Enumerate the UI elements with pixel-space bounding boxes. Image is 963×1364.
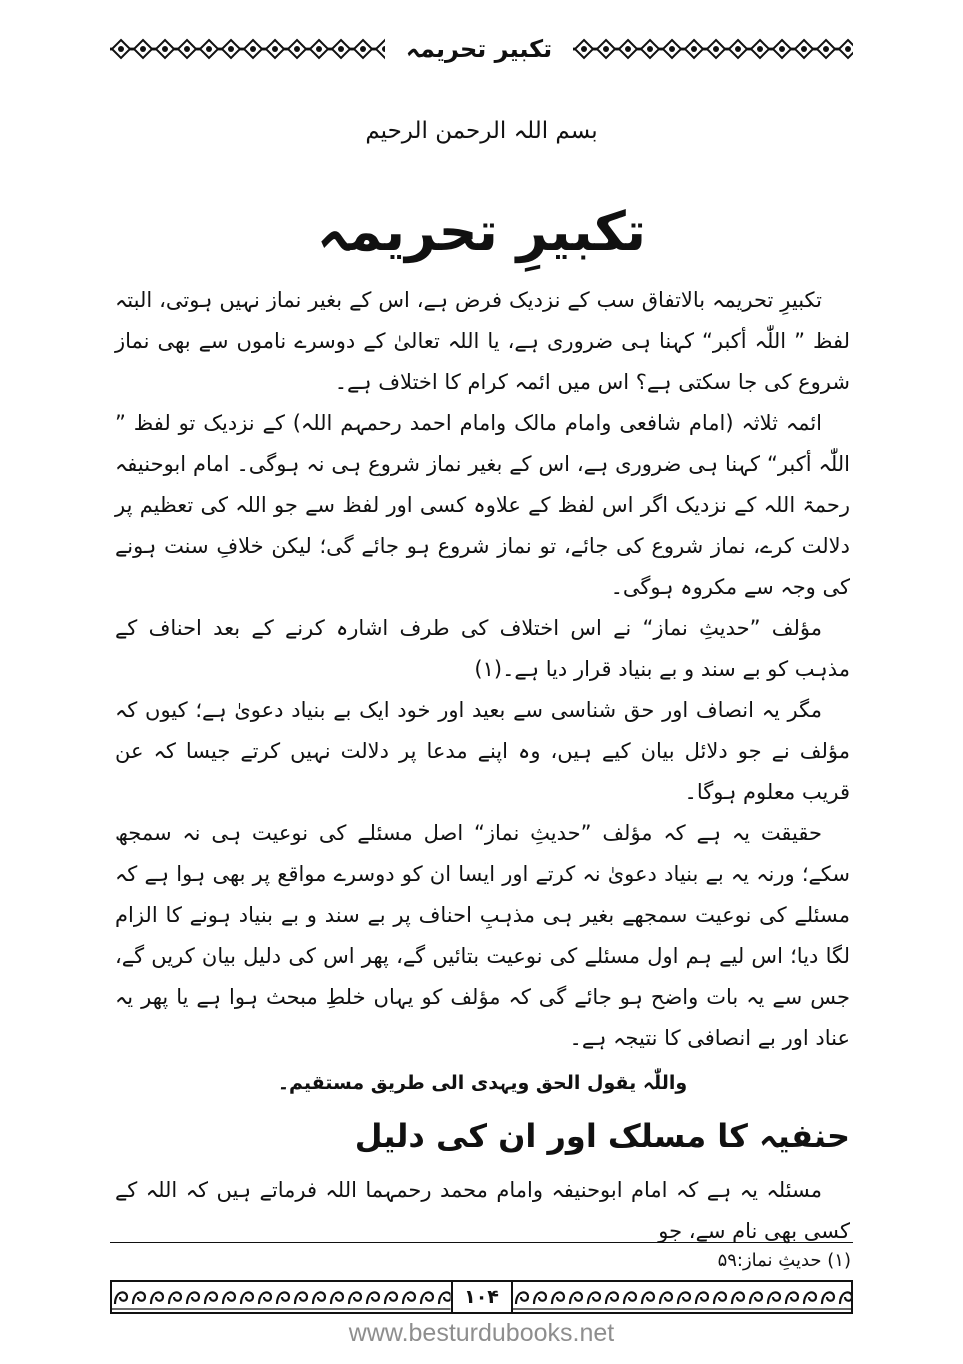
paragraph: تکبیرِ تحریمہ بالاتفاق سب کے نزدیک فرض ہے، اس کے بغیر نماز نہیں ہوتی، البتہ لفظ ” اللّٰہ أکبر“ کہنا ہی ضروری ہے، یا اللہ تعالیٰ کے دوسرے ناموں سے بھی نماز شروع کی جا سکتی ہے؟ اس میں ائمہ کرام کا اختلاف ہے۔ <box>115 288 850 394</box>
bismillah-calligraphy: بسم اللہ الرحمن الرحیم <box>365 118 598 144</box>
body-text <box>115 280 850 1252</box>
paragraph: مگر یہ انصاف اور حق شناسی سے بعید اور خود ایک بے بنیاد دعویٰ ہے؛ کیوں کہ مؤلف نے جو دلائل بیان کیے ہیں، وہ اپنے مدعا پر دلالت نہیں کرتے جیسا کہ عن قریب معلوم ہوگا۔ <box>115 698 850 804</box>
page-title: تکبیرِ تحریمہ <box>316 200 647 263</box>
paragraph: حقیقت یہ ہے کہ مؤلف ”حدیثِ نماز“ اصل مسئلے کی نوعیت ہی نہ سمجھ سکے؛ ورنہ یہ بے بنیاد دعویٰ نہ کرتے اور ایسا ان کو دوسرے مواقع پر بھی ہوا ہے کہ مسئلے کی نوعیت سمجھے بغیر ہی مذہبِ احناف پر بے سند و بے بنیاد ہونے کا الزام لگا دیا؛ اس لیے ہم اول مسئلے کی نوعیت بتائیں گے، پھر اس کی دلیل بیان کریں گے، جس سے یہ بات واضح ہو جائے گی کہ مؤلف کو یہاں خلطِ مبحث ہوا ہے یا پھر یہ عناد اور بے انصافی کا نتیجہ ہے۔ <box>115 821 850 1050</box>
footer-ornament-right <box>513 1282 852 1312</box>
header-title: تکبیر تحریمہ <box>405 35 553 63</box>
header-ornament-right <box>573 38 853 60</box>
page-footer <box>110 1280 853 1314</box>
footnote-divider <box>110 1242 853 1243</box>
page-number: ۱۰۴ <box>451 1282 513 1312</box>
section-heading: حنفیہ کا مسلک اور ان کی دلیل <box>354 1117 850 1155</box>
page-header <box>110 34 853 64</box>
footer-ornament-left <box>112 1282 451 1312</box>
paragraph: مسئلہ یہ ہے کہ امام ابوحنیفہ وامام محمد رحمہما اللہ فرماتے ہیں کہ اللہ کے کسی بھی نام سے، جو <box>115 1178 850 1243</box>
closing-dua: واللّٰہ یقول الحق ویہدی الی طریق مستقیم۔ <box>277 1072 688 1094</box>
paragraph: ائمہ ثلاثہ (امام شافعی وامام مالک وامام احمد رحمہم اللہ) کے نزدیک تو لفظ ” اللّٰہ أکبر“ کہنا ہی ضروری ہے، اس کے بغیر نماز شروع ہی نہ ہوگی۔ امام ابوحنیفہ رحمۃ اللہ کے نزدیک اگر اس لفظ کے علاوہ کسی اور لفظ سے جو اللہ کی تعظیم پر دلالت کرے، نماز شروع کی جائے، تو نماز شروع ہو جائے گی؛ لیکن خلافِ سنت ہونے کی وجہ سے مکروہ ہوگی۔ <box>115 411 850 599</box>
header-ornament-left <box>110 38 385 60</box>
footnote: (۱) حدیثِ نماز:۵۹ <box>717 1250 851 1271</box>
website-link[interactable]: www.besturdubooks.net <box>348 1319 615 1347</box>
paragraph: مؤلف ”حدیثِ نماز“ نے اس اختلاف کی طرف اشارہ کرنے کے بعد احناف کے مذہب کو بے سند و بے بنیاد قرار دیا ہے۔(۱) <box>115 616 850 681</box>
